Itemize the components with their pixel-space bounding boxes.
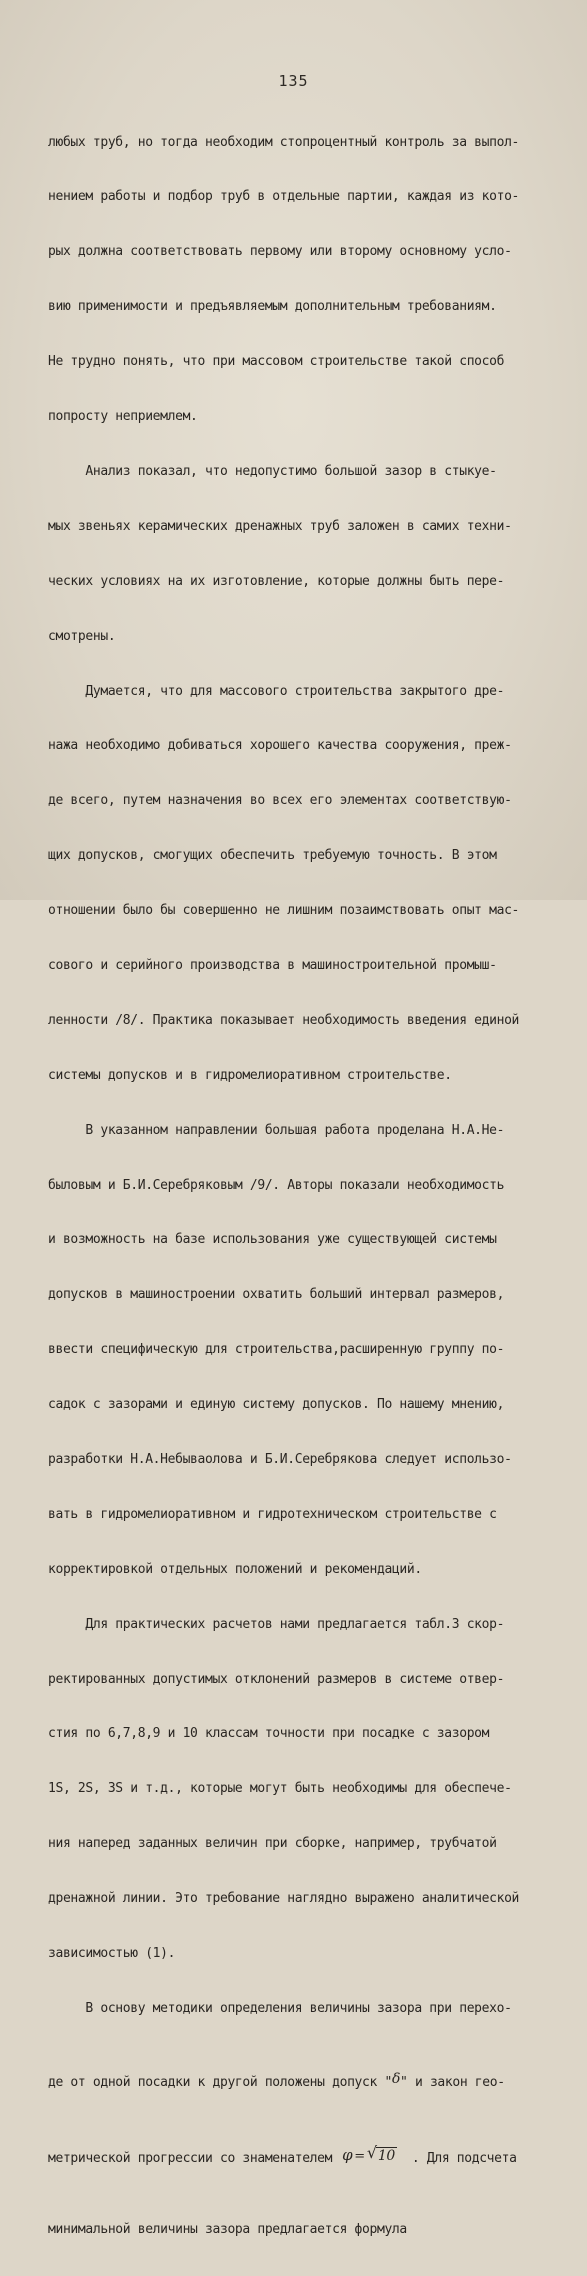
- text-line: системы допусков и в гидромелиоративном строительстве.: [48, 1067, 452, 1083]
- text-line: ленности /8/. Практика показывает необходимость введения единой: [48, 1012, 520, 1028]
- text-line: ческих условиях на их изготовление, которые должны быть пере-: [48, 573, 505, 589]
- text-line: де всего, путем назначения во всех его элементах соответствую-: [48, 793, 512, 809]
- formula-line-before: метрической прогрессии со знаменателем: [48, 2151, 333, 2167]
- text-line: минимальной величины зазора предлагается формула: [48, 2222, 407, 2238]
- text-line: нажа необходимо добиваться хорошего качества сооружения, преж-: [48, 738, 512, 754]
- text-line: Думается, что для массового строительства закрытого дре-: [48, 683, 505, 699]
- text-line: попросту неприемлем.: [48, 409, 198, 425]
- text-line: и возможность на базе использования уже существующей системы: [48, 1232, 497, 1248]
- formula-phi: φ: [342, 2146, 353, 2165]
- text-line: щих допусков, смогущих обеспечить требуемую точность. В этом: [48, 848, 497, 864]
- text-line: рых должна соответствовать первому или второму основному усло-: [48, 244, 512, 260]
- text-line: В основу методики определения величины зазора при перехо-: [48, 2000, 512, 2016]
- text-line: ввести специфическую для строительства,расширенную группу по-: [48, 1342, 505, 1358]
- formula-root: [366, 2143, 397, 2165]
- text-line: мых звеньях керамических дренажных труб заложен в самих техни-: [48, 518, 512, 534]
- text-line: ния наперед заданных величин при сборке, например, трубчатой: [48, 1836, 497, 1852]
- formula-line: [48, 2143, 543, 2167]
- text-line: Не трудно понять, что при массовом строительстве такой способ: [48, 354, 505, 370]
- text-line: смотрены.: [48, 628, 116, 644]
- formula-equals: =: [354, 2149, 365, 2165]
- text-line: садок с зазорами и единую систему допусков. По нашему мнению,: [48, 1397, 505, 1413]
- text-line: сового и серийного производства в машиностроительной промыш-: [48, 957, 497, 973]
- text-line: допусков в машиностроении охватить больший интервал размеров,: [48, 1287, 505, 1303]
- page-number: 135: [278, 72, 309, 90]
- text-line: быловым и Б.И.Серебряковым /9/. Авторы показали необходимость: [48, 1177, 505, 1193]
- text-line: любых труб, но тогда необходим стопроцентный контроль за выпол-: [48, 134, 520, 150]
- text-line: корректировкой отдельных положений и рекомендаций.: [48, 1561, 422, 1577]
- formula-line-after: . Для подсчета: [396, 2151, 517, 2167]
- body-text: [48, 97, 543, 2276]
- delta-line-after: " и закон гео-: [400, 2075, 505, 2091]
- text-line: Анализ показал, что недопустимо большой зазор в стыкуе-: [48, 463, 497, 479]
- text-line: вию применимости и предъявляемым дополнительным требованиям.: [48, 299, 497, 315]
- text-line: разработки Н.А.Небываолова и Б.И.Серебрякова следует использо-: [48, 1451, 512, 1467]
- radicand: 10: [377, 2148, 395, 2165]
- text-line: 1S, 2S, 3S и т.д., которые могут быть необходимы для обеспече-: [48, 1781, 512, 1797]
- text-line: вать в гидромелиоративном и гидротехническом строительстве с: [48, 1506, 497, 1522]
- delta-line-before: де от одной посадки к другой положены допуск ": [48, 2075, 392, 2091]
- text-line: дренажной линии. Это требование наглядно выражено аналитической: [48, 1891, 520, 1907]
- text-line: Для практических расчетов нами предлагается табл.3 скор-: [48, 1616, 505, 1632]
- text-line: зависимостью (1).: [48, 1945, 176, 1961]
- text-line: стия по 6,7,8,9 и 10 классам точности при посадке с зазором: [48, 1726, 490, 1742]
- delta-line: [48, 2073, 543, 2091]
- delta-symbol: δ: [391, 2071, 401, 2088]
- radical-sign: √: [366, 2143, 377, 2163]
- text-line: отношении было бы совершенно не лишним позаимствовать опыт мас-: [48, 903, 520, 919]
- text-line: В указанном направлении большая работа проделана Н.А.Не-: [48, 1122, 505, 1138]
- text-line: нением работы и подбор труб в отдельные партии, каждая из кото-: [48, 189, 520, 205]
- text-line: ректированных допустимых отклонений размеров в системе отвер-: [48, 1671, 505, 1687]
